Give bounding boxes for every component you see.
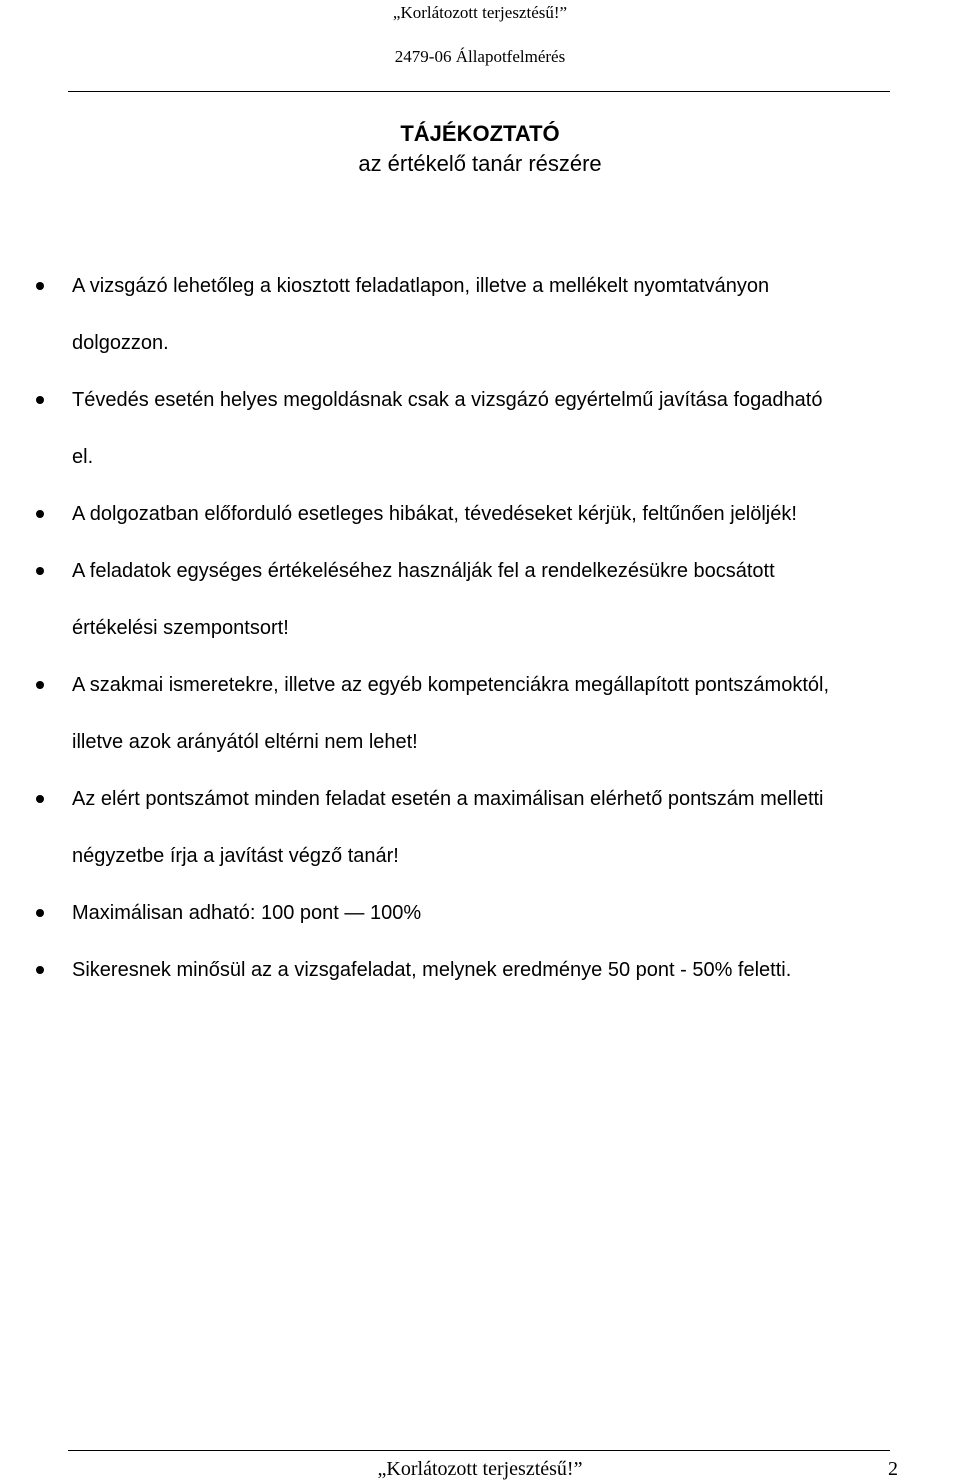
header-divider [68, 91, 890, 92]
list-item-line: Sikeresnek minősül az a vizsgafeladat, melynek eredménye 50 pont - 50% feletti. [72, 959, 792, 981]
list-item [0, 885, 960, 942]
bullet-icon [36, 510, 44, 518]
bullet-icon [36, 909, 44, 917]
list-item [0, 258, 960, 372]
list-item-line: A feladatok egységes értékeléséhez használják fel a rendelkezésükre bocsátott [72, 560, 775, 582]
list-item [0, 771, 960, 885]
list-item [0, 372, 960, 486]
bullet-icon [36, 966, 44, 974]
list-item [0, 486, 960, 543]
list-item-line: illetve azok arányától eltérni nem lehet! [72, 731, 418, 753]
bullet-icon [36, 567, 44, 575]
title-block [0, 120, 960, 178]
list-item-line: Maximálisan adható: 100 pont — 100% [72, 902, 422, 924]
instruction-list [0, 258, 960, 999]
list-item-line: A dolgozatban előforduló esetleges hibákat, tévedéseket kérjük, feltűnően jelöljék! [72, 503, 797, 525]
bullet-icon [36, 681, 44, 689]
list-item-line: A vizsgázó lehetőleg a kiosztott feladatlapon, illetve a mellékelt nyomtatványon [72, 275, 770, 297]
footer-divider [68, 1450, 890, 1451]
list-item [0, 543, 960, 657]
list-item-line: dolgozzon. [72, 332, 169, 354]
list-item-line: értékelési szempontsort! [72, 617, 289, 639]
list-item-line: Tévedés esetén helyes megoldásnak csak a vizsgázó egyértelmű javítása fogadható [72, 389, 823, 411]
header-restricted-notice: „Korlátozott terjesztésű!” [392, 3, 568, 22]
page-number: 2 [888, 1458, 898, 1480]
bullet-icon [36, 795, 44, 803]
header-document-title: 2479-06 Állapotfelmérés [394, 47, 566, 66]
document-title: TÁJÉKOZTATÓ [400, 121, 560, 146]
bullet-icon [36, 282, 44, 290]
bullet-icon [36, 396, 44, 404]
list-item-line: négyzetbe írja a javítást végző tanár! [72, 845, 399, 867]
footer-restricted-notice: „Korlátozott terjesztésű!” [377, 1458, 583, 1480]
list-item [0, 657, 960, 771]
list-item [0, 942, 960, 999]
list-item-line: Az elért pontszámot minden feladat esetén a maximálisan elérhető pontszám melletti [72, 788, 824, 810]
list-item-line: el. [72, 446, 94, 468]
document-subtitle: az értékelő tanár részére [358, 151, 602, 176]
list-item-line: A szakmai ismeretekre, illetve az egyéb kompetenciákra megállapított pontszámoktól, [72, 674, 830, 696]
